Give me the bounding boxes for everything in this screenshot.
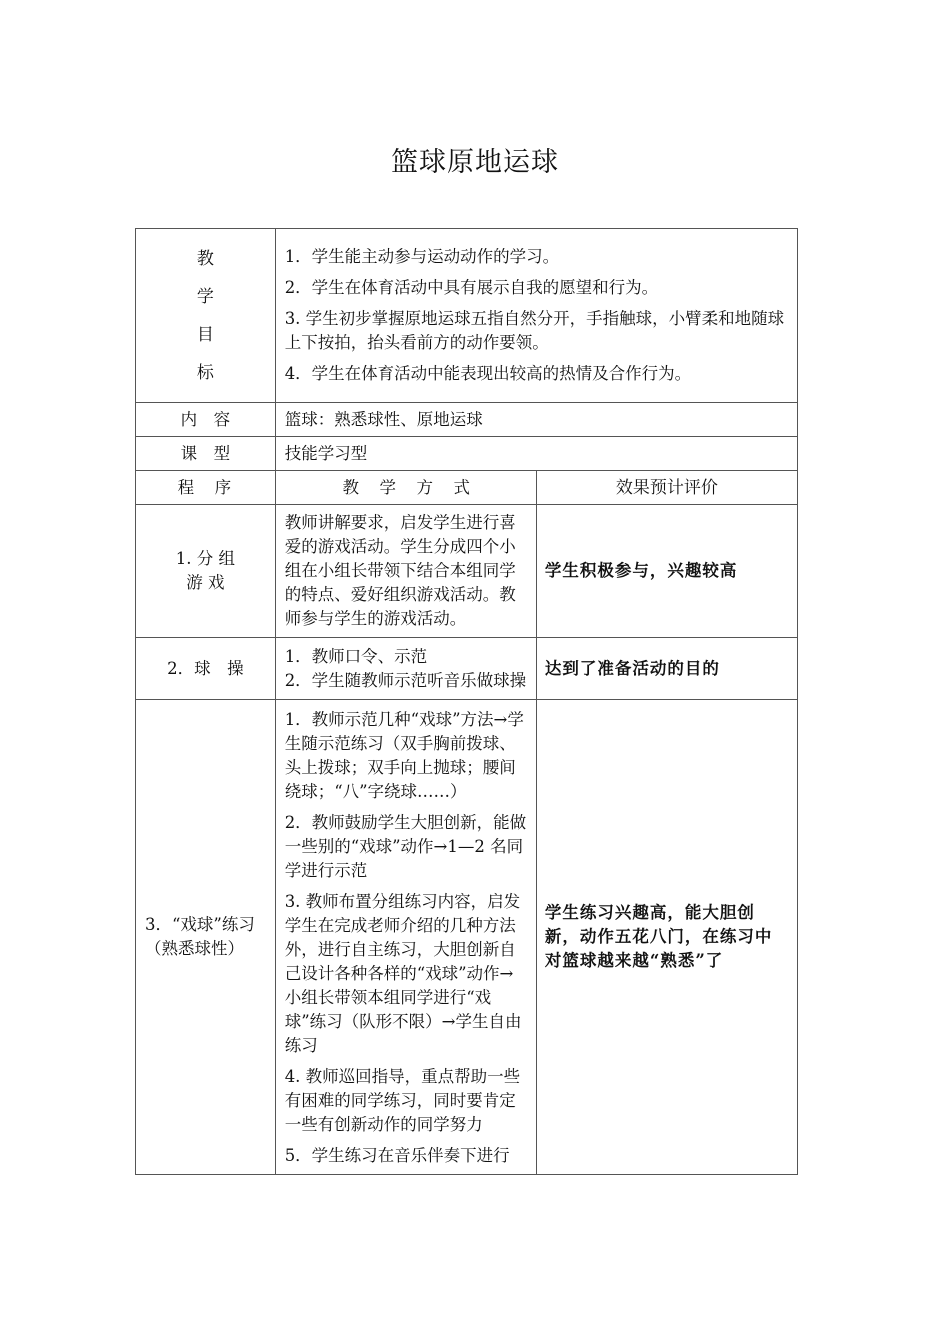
row-methods xyxy=(275,700,536,1175)
goals-label-char: 教 xyxy=(196,248,214,269)
lesson-type-label: 课 型 xyxy=(136,437,276,471)
content-row xyxy=(136,403,798,437)
content-value: 篮球：熟悉球性、原地运球 xyxy=(275,403,797,437)
goals-row xyxy=(136,229,798,403)
goals-list xyxy=(275,229,797,403)
table-row xyxy=(136,505,798,638)
goals-label-char: 学 xyxy=(196,286,214,307)
method-item: 2．教师鼓励学生大胆创新，能做一些别的“戏球”动作→1—2 名同学进行示范 xyxy=(284,813,527,880)
goals-label xyxy=(136,229,276,403)
row-sequence: 3．“戏球”练习（熟悉球性） xyxy=(136,700,276,1175)
lesson-type-row xyxy=(136,437,798,471)
header-sequence: 程 序 xyxy=(136,471,276,505)
table-row xyxy=(136,700,798,1175)
goal-item: 2．学生在体育活动中具有展示自我的愿望和行为。 xyxy=(284,278,659,297)
goals-label-char: 目 xyxy=(196,324,214,345)
header-evaluation: 效果预计评价 xyxy=(536,471,797,505)
table-header-row xyxy=(136,471,798,505)
lesson-type-value: 技能学习型 xyxy=(275,437,797,471)
row-sequence: 1. 分 组 游 戏 xyxy=(136,505,276,638)
content-label: 内 容 xyxy=(136,403,276,437)
row-evaluation: 达到了准备活动的目的 xyxy=(536,638,797,700)
row-evaluation: 学生练习兴趣高，能大胆创新，动作五花八门，在练习中对篮球越来越“熟悉”了 xyxy=(536,700,797,1175)
method-item: 1．教师示范几种“戏球”方法→学生随示范练习（双手胸前拨球、头上拨球；双手向上抛球；腰间绕球；“八”字绕球……） xyxy=(284,710,524,801)
goal-item: 1．学生能主动参与运动动作的学习。 xyxy=(284,247,560,266)
method-item: 3. 教师布置分组练习内容，启发学生在完成老师介绍的几种方法外，进行自主练习，大胆创新自己设计各种各样的“戏球”动作→小组长带领本组同学进行“戏球”练习（队形不限）→学生自由练习 xyxy=(284,892,522,1055)
goals-label-char: 标 xyxy=(196,362,214,383)
goal-item: 3. 学生初步掌握原地运球五指自然分开，手指触球，小臂柔和地随球上下按拍，抬头看前方的动作要领。 xyxy=(284,309,785,352)
row-evaluation: 学生积极参与，兴趣较高 xyxy=(536,505,797,638)
method-item: 5．学生练习在音乐伴奏下进行 xyxy=(284,1146,510,1165)
table-row xyxy=(136,638,798,700)
document-title: 篮球原地运球 xyxy=(391,147,559,178)
row-sequence: 2．球 操 xyxy=(136,638,276,700)
goal-item: 4．学生在体育活动中能表现出较高的热情及合作行为。 xyxy=(284,364,692,383)
method-item: 4. 教师巡回指导，重点帮助一些有困难的同学练习，同时要肯定一些有创新动作的同学努力 xyxy=(284,1067,521,1134)
method-item: 1．教师口令、示范 2．学生随教师示范听音乐做球操 xyxy=(284,646,527,690)
row-methods xyxy=(275,638,536,700)
header-method: 教 学 方 式 xyxy=(275,471,536,505)
row-methods xyxy=(275,505,536,638)
method-item: 教师讲解要求，启发学生进行喜爱的游戏活动。学生分成四个小组在小组长带领下结合本组同学的特点、爱好组织游戏活动。教师参与学生的游戏活动。 xyxy=(284,513,516,628)
lesson-plan-table xyxy=(135,228,798,1175)
